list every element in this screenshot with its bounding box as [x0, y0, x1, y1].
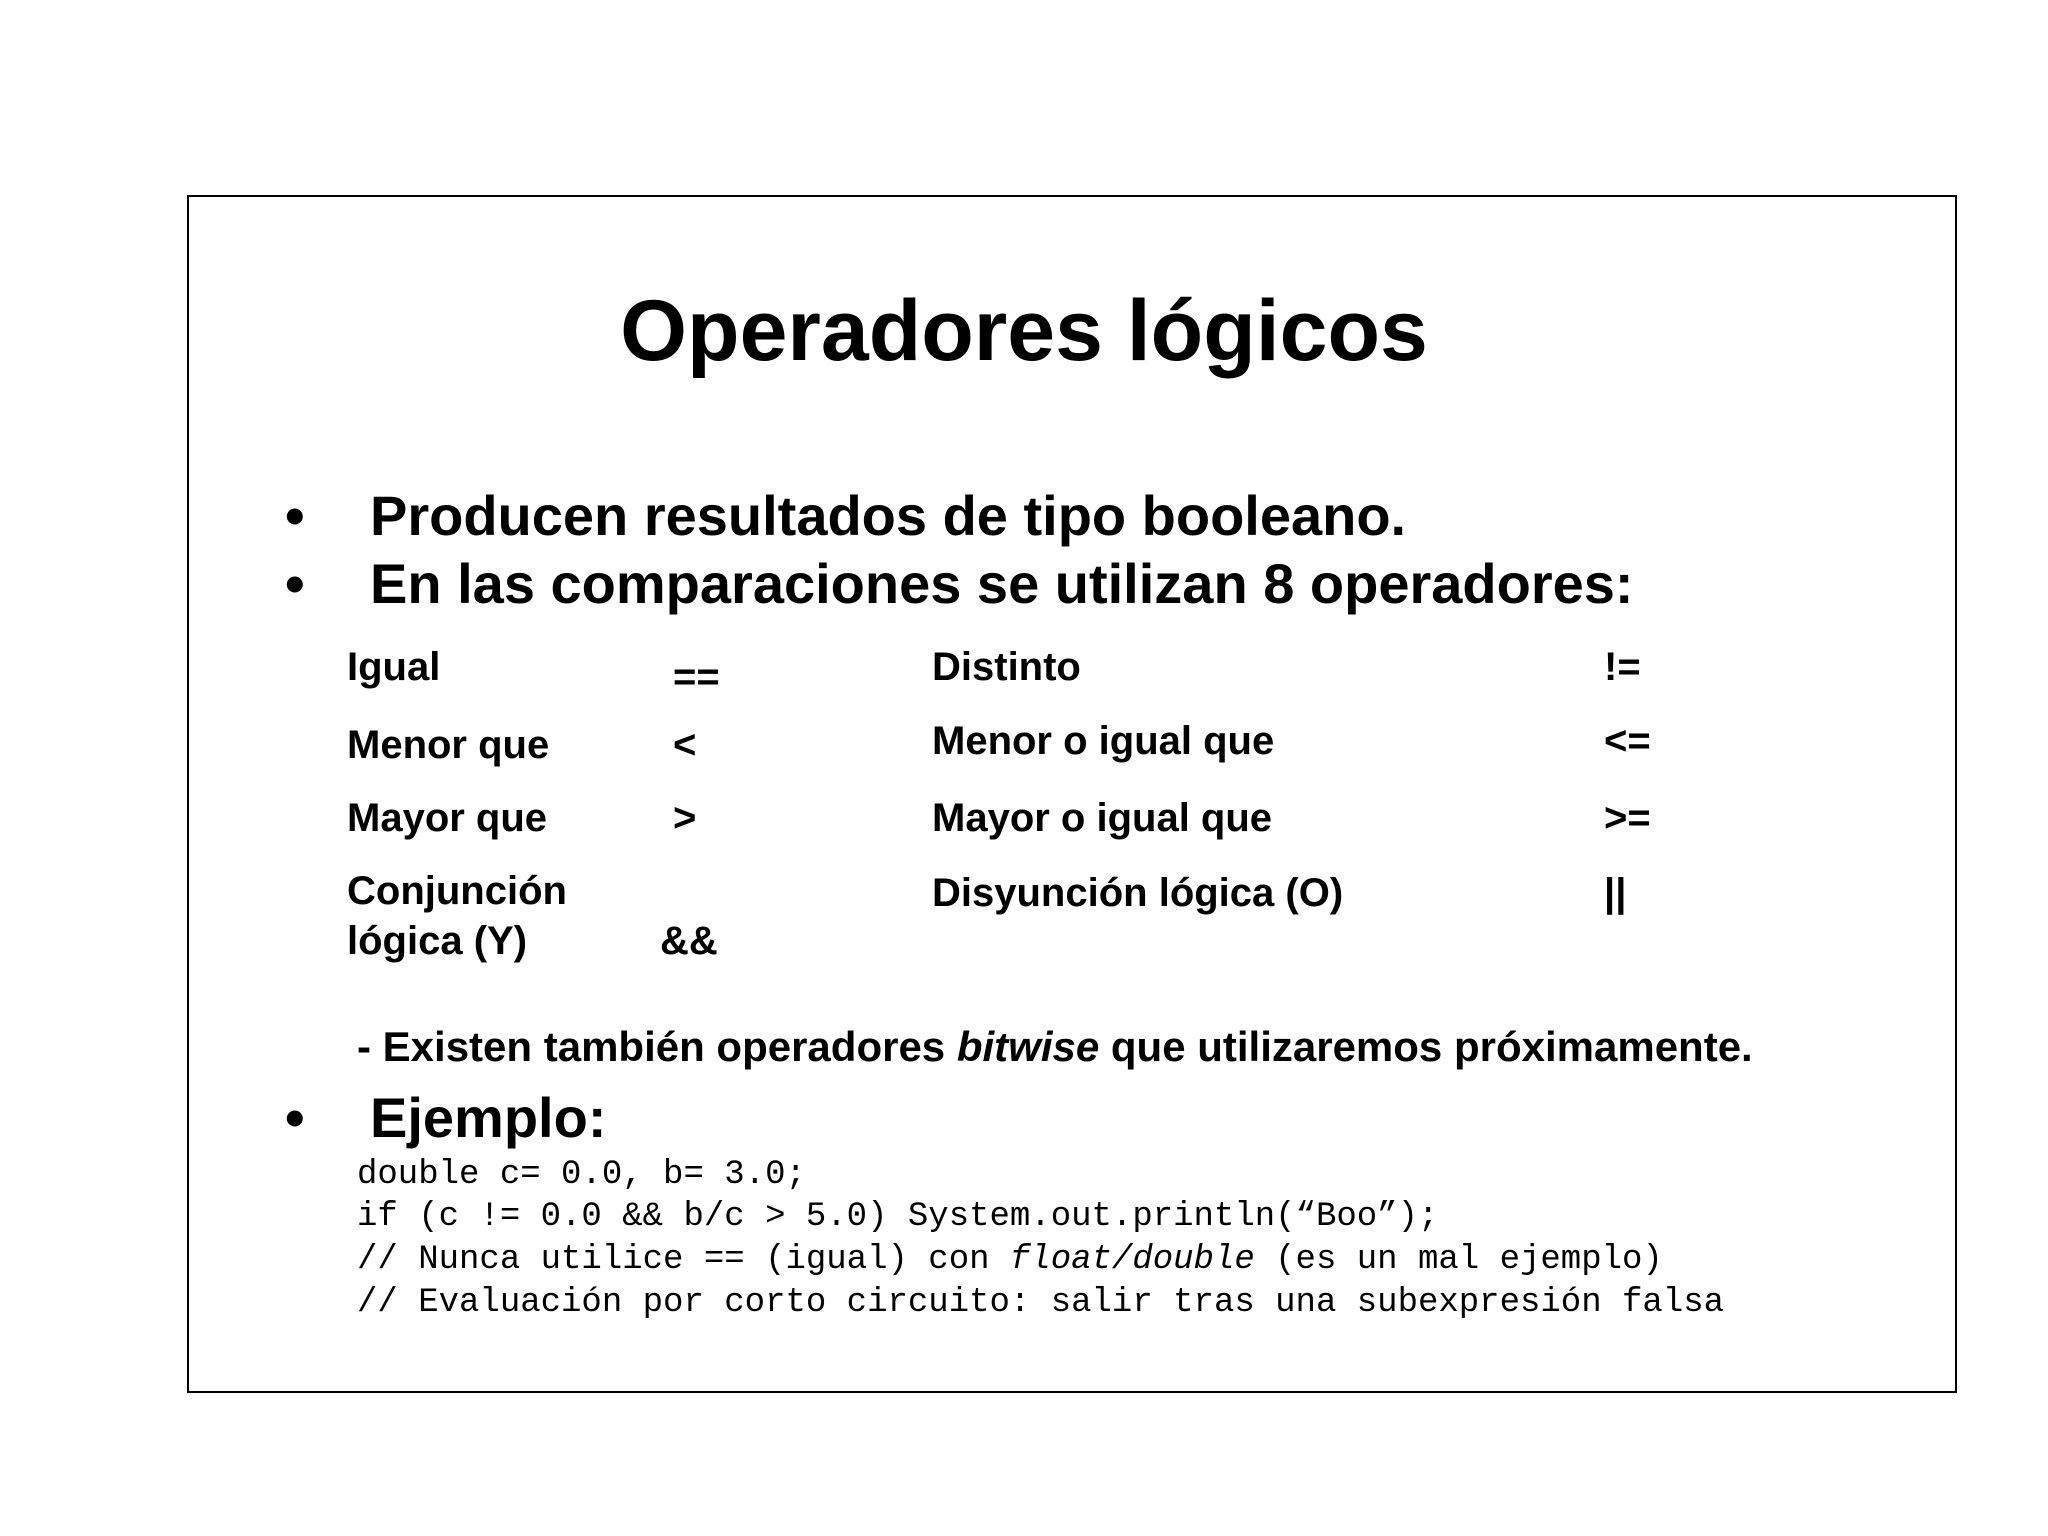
operator-symbol-disyuncion: || — [1604, 871, 1627, 915]
operator-name-conjuncion-line1: Conjunción — [347, 869, 567, 913]
code-line-4: // Evaluación por corto circuito: salir tras una subexpresión falsa — [357, 1284, 1725, 1322]
operator-name-mayor: Mayor que — [347, 796, 548, 840]
operator-symbol-mayor-igual: >= — [1604, 796, 1651, 840]
operator-symbol-igual: == — [673, 655, 720, 699]
operator-symbol-mayor: > — [673, 796, 697, 840]
bullet-eight-operators: En las comparaciones se utilizan 8 operadores: — [370, 552, 1634, 615]
bullet-marker: • — [285, 552, 305, 615]
operator-name-conjuncion-line2: lógica (Y) — [347, 919, 528, 963]
bitwise-note — [357, 1023, 1753, 1070]
bitwise-note-prefix: - Existen también operadores — [357, 1023, 957, 1070]
operator-name-igual: Igual — [347, 645, 441, 689]
bitwise-note-suffix: que utilizaremos próximamente. — [1099, 1023, 1753, 1070]
operator-name-menor-igual: Menor o igual que — [932, 719, 1275, 763]
operator-symbol-menor: < — [673, 723, 697, 767]
operator-symbol-menor-igual: <= — [1604, 719, 1651, 763]
bullet-marker: • — [285, 484, 305, 547]
code-line-3 — [357, 1243, 1663, 1277]
bullet-boolean-results: Producen resultados de tipo booleano. — [370, 484, 1407, 547]
bitwise-note-emphasis: bitwise — [956, 1023, 1100, 1070]
code-line-3-emphasis: float/double — [1009, 1241, 1255, 1279]
operator-name-distinto: Distinto — [932, 645, 1081, 689]
operator-symbol-distinto: != — [1604, 645, 1641, 689]
bullet-ejemplo: Ejemplo: — [370, 1086, 607, 1149]
bullet-marker: • — [285, 1086, 305, 1149]
operator-name-menor: Menor que — [347, 723, 550, 767]
code-line-3-suffix: (es un mal ejemplo) — [1254, 1241, 1663, 1279]
code-line-3-prefix: // Nunca utilice == (igual) con — [357, 1241, 1010, 1279]
code-line-2: if (c != 0.0 && b/c > 5.0) System.out.println(“Boo”); — [357, 1198, 1439, 1236]
operator-name-mayor-igual: Mayor o igual que — [932, 796, 1273, 840]
operator-symbol-conjuncion: && — [660, 919, 718, 963]
code-line-1: double c= 0.0, b= 3.0; — [357, 1156, 806, 1194]
slide-title: Operadores lógicos — [620, 283, 1428, 379]
operator-name-disyuncion: Disyunción lógica (O) — [932, 871, 1344, 915]
